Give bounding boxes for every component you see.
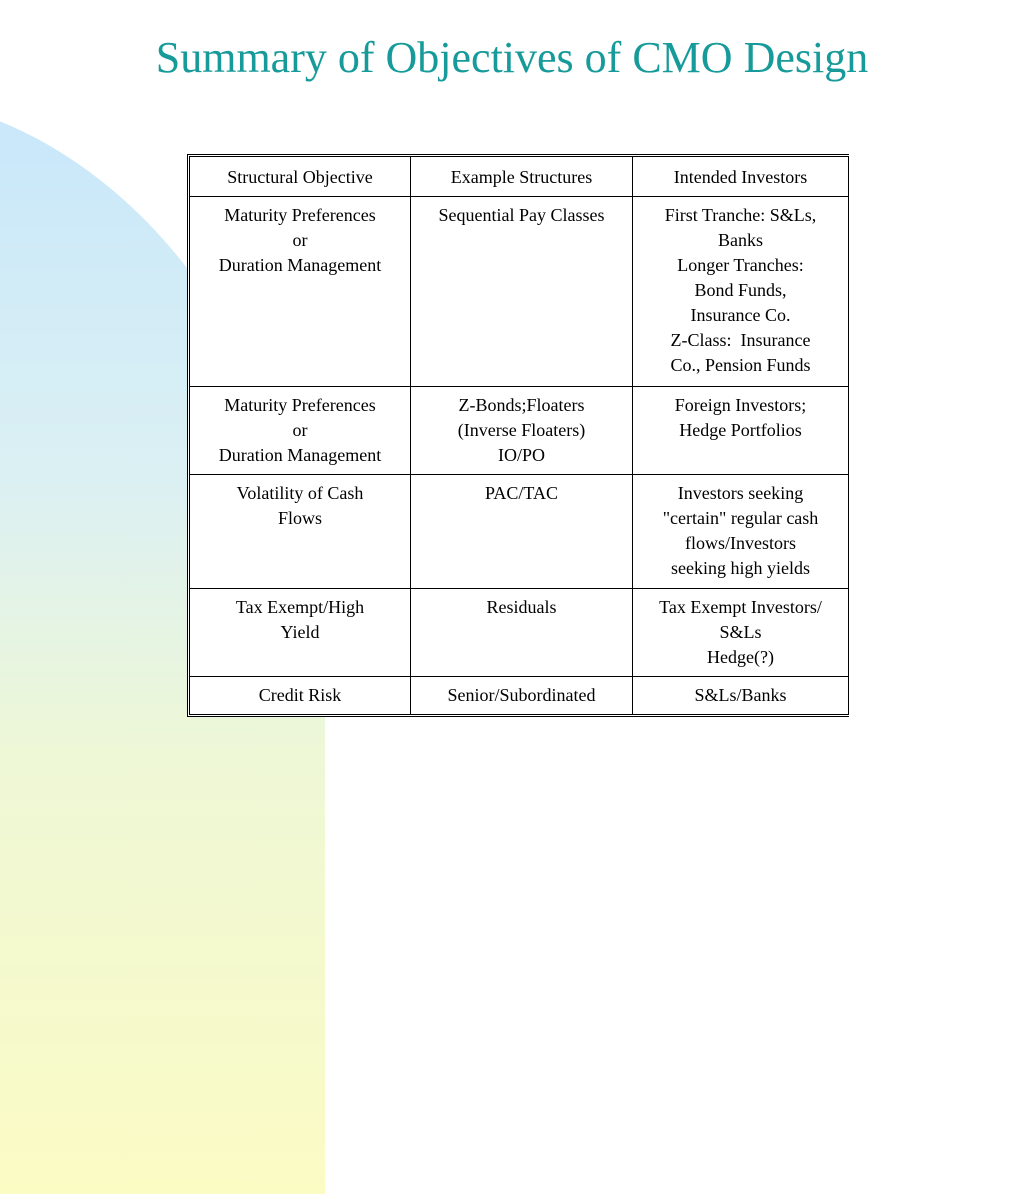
cell-line: "certain" regular cash xyxy=(662,508,819,528)
table-row xyxy=(190,589,849,677)
cell-investors xyxy=(633,197,849,387)
cell-line: Duration Management xyxy=(218,255,382,275)
cell-investors xyxy=(633,475,849,589)
cell-line: First Tranche: S&Ls, xyxy=(664,205,817,225)
cell-line: Maturity Preferences xyxy=(224,395,376,415)
header-intended-investors: Intended Investors xyxy=(633,157,849,197)
cell-line: flows/Investors xyxy=(685,533,796,553)
cell-line: Credit Risk xyxy=(258,685,342,705)
cell-objective xyxy=(190,197,411,387)
cell-line: Longer Tranches: xyxy=(677,255,804,275)
cell-line: Residuals xyxy=(486,597,557,617)
cell-line: Bond Funds, xyxy=(694,280,787,300)
cell-line: Insurance Co. xyxy=(690,305,791,325)
cell-line: IO/PO xyxy=(497,445,545,465)
cell-structures xyxy=(411,387,633,475)
cell-line: seeking high yields xyxy=(671,558,810,578)
cell-line: Hedge Portfolios xyxy=(679,420,802,440)
header-example-structures: Example Structures xyxy=(411,157,633,197)
cell-line: Duration Management xyxy=(218,445,382,465)
table-header-row xyxy=(190,157,849,197)
header-structural-objective: Structural Objective xyxy=(190,157,411,197)
objectives-table-grid xyxy=(190,157,849,714)
cell-line: or xyxy=(292,230,308,250)
cell-line: Investors seeking xyxy=(677,483,804,503)
cell-line: Sequential Pay Classes xyxy=(438,205,605,225)
cell-line: S&Ls xyxy=(719,622,762,642)
cell-line: Banks xyxy=(718,230,763,250)
cell-line: PAC/TAC xyxy=(485,483,558,503)
cell-line: Tax Exempt Investors/ xyxy=(659,597,822,617)
cell-line: Z-Bonds;Floaters xyxy=(458,395,585,415)
table-row xyxy=(190,475,849,589)
cell-objective xyxy=(190,475,411,589)
cell-structures xyxy=(411,677,633,715)
cell-line: Z-Class: Insurance xyxy=(670,330,811,350)
cell-investors xyxy=(633,677,849,715)
table-row xyxy=(190,387,849,475)
cell-line: or xyxy=(292,420,308,440)
cell-structures xyxy=(411,197,633,387)
cell-line: Yield xyxy=(280,622,320,642)
table-row xyxy=(190,677,849,715)
cell-investors xyxy=(633,387,849,475)
cell-structures xyxy=(411,589,633,677)
objectives-table xyxy=(187,154,849,717)
cell-line: Senior/Subordinated xyxy=(447,685,596,705)
cell-structures xyxy=(411,475,633,589)
cell-line: Flows xyxy=(277,508,322,528)
table-row xyxy=(190,197,849,387)
slide-title: Summary of Objectives of CMO Design xyxy=(155,33,869,82)
cell-line: Volatility of Cash xyxy=(236,483,364,503)
cell-line: (Inverse Floaters) xyxy=(457,420,586,440)
cell-line: Foreign Investors; xyxy=(674,395,807,415)
cell-line: Tax Exempt/High xyxy=(235,597,365,617)
cell-investors xyxy=(633,589,849,677)
cell-objective xyxy=(190,387,411,475)
cell-objective xyxy=(190,677,411,715)
cell-line: S&Ls/Banks xyxy=(694,685,787,705)
cell-line: Hedge(?) xyxy=(707,647,774,667)
cell-line: Co., Pension Funds xyxy=(670,355,811,375)
cell-objective xyxy=(190,589,411,677)
cell-line: Maturity Preferences xyxy=(224,205,376,225)
